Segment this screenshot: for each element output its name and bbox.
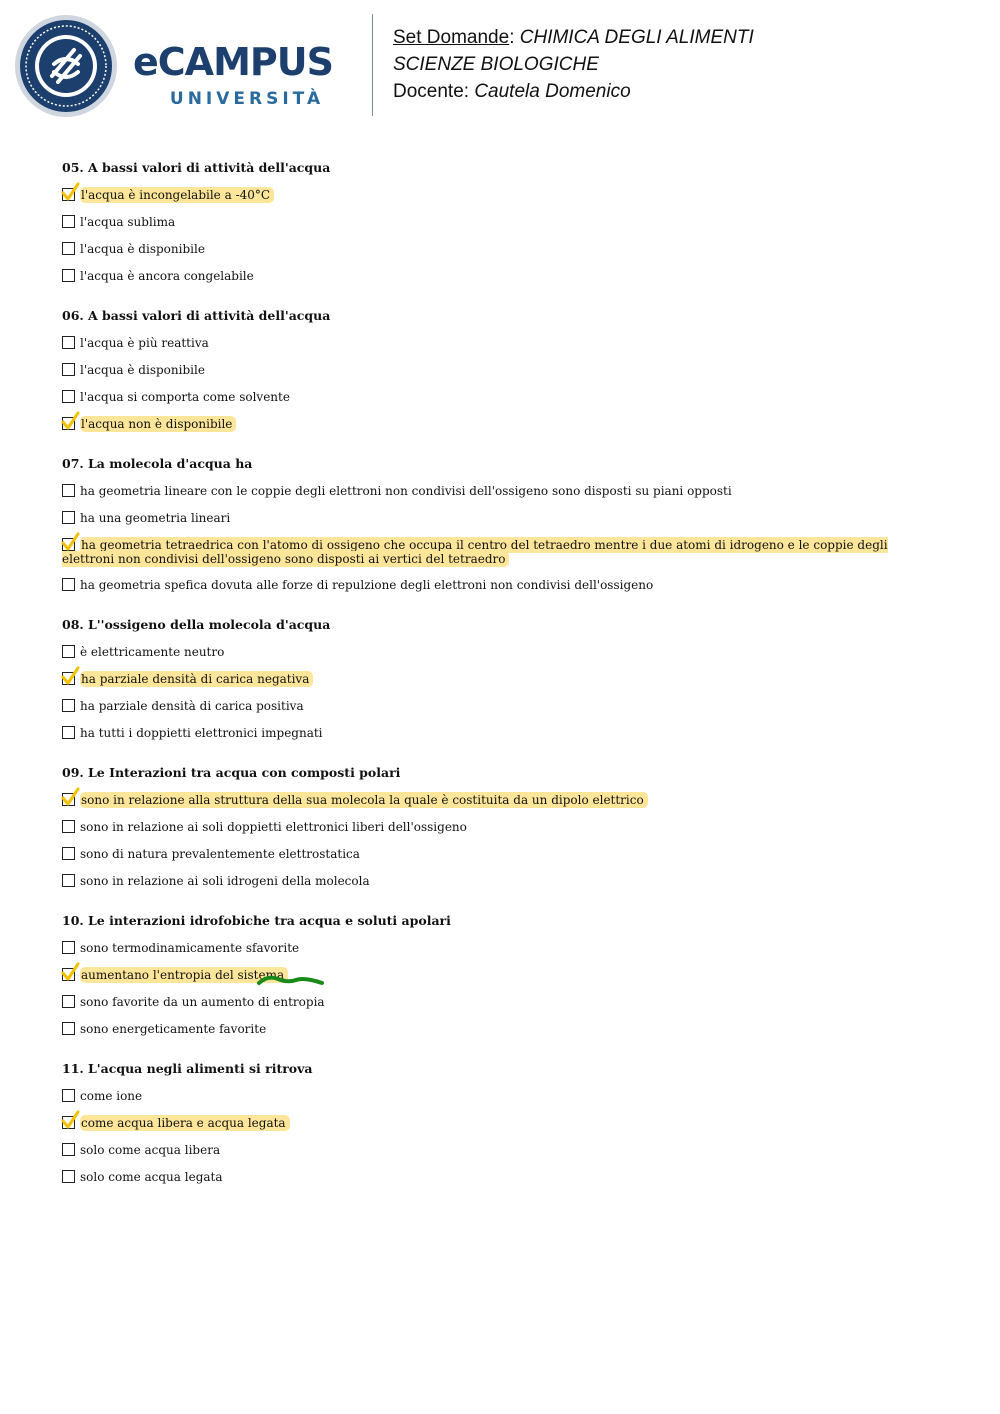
answer-option[interactable] bbox=[62, 390, 942, 405]
question-10 bbox=[62, 913, 942, 1037]
check-mark-icon bbox=[60, 962, 80, 982]
answer-text: come ione bbox=[80, 1089, 143, 1103]
page-header bbox=[0, 0, 1000, 130]
answer-text: l'acqua è disponibile bbox=[80, 242, 205, 256]
check-mark-icon bbox=[60, 666, 80, 686]
question-number: 10. bbox=[62, 913, 84, 928]
answer-text: l'acqua sublima bbox=[80, 215, 176, 229]
question-text: Le Interazioni tra acqua con composti polari bbox=[88, 765, 401, 780]
checkbox[interactable] bbox=[62, 363, 75, 376]
check-mark-icon bbox=[60, 787, 80, 807]
question-text: Le interazioni idrofobiche tra acqua e soluti apolari bbox=[88, 913, 451, 928]
question-05 bbox=[62, 160, 942, 284]
question-title bbox=[62, 308, 942, 323]
course-name: CHIMICA DEGLI ALIMENTI bbox=[519, 27, 754, 48]
question-08 bbox=[62, 617, 942, 741]
checkbox[interactable] bbox=[62, 699, 75, 712]
answer-text: ha geometria spefica dovuta alle forze di repulzione degli elettroni non condivisi dell'ossigeno bbox=[80, 578, 654, 592]
highlighted-answer-text: ha parziale densità di carica negativa bbox=[80, 671, 313, 687]
header-divider bbox=[372, 14, 373, 116]
answer-option[interactable] bbox=[62, 1170, 942, 1185]
brand-subtitle: UNIVERSITÀ bbox=[169, 89, 325, 109]
set-label: Set Domande bbox=[393, 27, 510, 48]
highlighted-answer-text: sono in relazione alla struttura della sua molecola la quale è costituita da un dipolo elettrico bbox=[80, 792, 648, 808]
answer-option[interactable] bbox=[62, 1143, 942, 1158]
question-number: 05. bbox=[62, 160, 84, 175]
checkbox[interactable] bbox=[62, 645, 75, 658]
question-title bbox=[62, 1061, 942, 1076]
teacher-label: Docente: bbox=[393, 81, 470, 102]
answer-option[interactable] bbox=[62, 417, 942, 432]
answer-text: l'acqua è più reattiva bbox=[80, 336, 209, 350]
highlighted-answer-text: l'acqua non è disponibile bbox=[80, 416, 236, 432]
answer-text: ha geometria lineare con le coppie degli elettroni non condivisi dell'ossigeno sono disposti su piani opposti bbox=[80, 484, 732, 498]
answer-option[interactable] bbox=[62, 847, 942, 862]
answer-option[interactable] bbox=[62, 511, 942, 526]
question-text: L''ossigeno della molecola d'acqua bbox=[88, 617, 331, 632]
question-number: 07. bbox=[62, 456, 84, 471]
highlighted-answer-text: ha geometria tetraedrica con l'atomo di ossigeno che occupa il centro del tetraedro mentre i due atomi di idrogeno e le coppie degli elettroni non condivisi dell'ossigeno sono disposti ai vertici del tetraedro bbox=[62, 538, 888, 566]
checkbox[interactable] bbox=[62, 511, 75, 524]
answer-text: solo come acqua libera bbox=[80, 1143, 221, 1157]
answer-option[interactable] bbox=[62, 874, 942, 889]
question-07 bbox=[62, 456, 942, 593]
question-title bbox=[62, 456, 942, 471]
answer-text: sono favorite da un aumento di entropia bbox=[80, 995, 325, 1009]
checkbox[interactable] bbox=[62, 726, 75, 739]
question-number: 08. bbox=[62, 617, 84, 632]
checkbox[interactable] bbox=[62, 1143, 75, 1156]
checkbox[interactable] bbox=[62, 1022, 75, 1035]
degree-name: SCIENZE BIOLOGICHE bbox=[393, 54, 599, 75]
university-seal-logo bbox=[14, 14, 118, 118]
checkbox[interactable] bbox=[62, 269, 75, 282]
answer-text: ha parziale densità di carica positiva bbox=[80, 699, 304, 713]
check-mark-icon bbox=[60, 182, 80, 202]
checkbox[interactable] bbox=[62, 1170, 75, 1183]
check-mark-icon bbox=[60, 1110, 80, 1130]
checkbox[interactable] bbox=[62, 336, 75, 349]
question-text: A bassi valori di attività dell'acqua bbox=[88, 308, 331, 323]
answer-option[interactable] bbox=[62, 699, 942, 714]
answer-option[interactable] bbox=[62, 363, 942, 378]
answer-option[interactable] bbox=[62, 538, 942, 566]
question-06 bbox=[62, 308, 942, 432]
answer-text: l'acqua è disponibile bbox=[80, 363, 205, 377]
check-mark-icon bbox=[60, 532, 80, 552]
answer-option[interactable] bbox=[62, 242, 942, 257]
highlighted-answer-text: aumentano l'entropia del sistema bbox=[80, 967, 288, 983]
answer-text: solo come acqua legata bbox=[80, 1170, 223, 1184]
green-pen-squiggle-annotation bbox=[256, 971, 326, 991]
teacher-line bbox=[393, 78, 754, 105]
answer-text: sono termodinamicamente sfavorite bbox=[80, 941, 300, 955]
answer-text: sono energeticamente favorite bbox=[80, 1022, 267, 1036]
answer-option[interactable] bbox=[62, 968, 942, 983]
brand-name: eCAMPUS bbox=[133, 40, 333, 84]
answer-text: sono in relazione ai soli idrogeni della molecola bbox=[80, 874, 370, 888]
answer-option[interactable] bbox=[62, 336, 942, 351]
checkbox[interactable] bbox=[62, 484, 75, 497]
answer-option[interactable] bbox=[62, 995, 942, 1010]
question-title bbox=[62, 160, 942, 175]
ecampus-wordmark bbox=[133, 40, 358, 112]
checkbox[interactable] bbox=[62, 995, 75, 1008]
answer-option[interactable] bbox=[62, 1089, 942, 1104]
checkbox[interactable] bbox=[62, 215, 75, 228]
answer-text: è elettricamente neutro bbox=[80, 645, 225, 659]
answer-text: ha tutti i doppietti elettronici impegnati bbox=[80, 726, 323, 740]
checkbox[interactable] bbox=[62, 578, 75, 591]
highlighted-answer-text: come acqua libera e acqua legata bbox=[80, 1115, 290, 1131]
answer-option[interactable] bbox=[62, 1116, 942, 1131]
course-info bbox=[393, 24, 754, 105]
checkbox[interactable] bbox=[62, 820, 75, 833]
question-text: L'acqua negli alimenti si ritrova bbox=[88, 1061, 313, 1076]
answer-text: sono di natura prevalentemente elettrostatica bbox=[80, 847, 360, 861]
question-number: 06. bbox=[62, 308, 84, 323]
question-09 bbox=[62, 765, 942, 889]
question-title bbox=[62, 765, 942, 780]
question-list bbox=[62, 160, 942, 1209]
answer-option[interactable] bbox=[62, 941, 942, 956]
answer-option[interactable] bbox=[62, 645, 942, 660]
answer-option[interactable] bbox=[62, 188, 942, 203]
question-text: La molecola d'acqua ha bbox=[88, 456, 253, 471]
checkbox[interactable] bbox=[62, 941, 75, 954]
question-title bbox=[62, 617, 942, 632]
answer-option[interactable] bbox=[62, 1022, 942, 1037]
checkbox[interactable] bbox=[62, 1089, 75, 1102]
answer-option[interactable] bbox=[62, 726, 942, 741]
question-text: A bassi valori di attività dell'acqua bbox=[88, 160, 331, 175]
answer-text: sono in relazione ai soli doppietti elettronici liberi dell'ossigeno bbox=[80, 820, 467, 834]
highlighted-answer-text: l'acqua è incongelabile a -40°C bbox=[80, 187, 274, 203]
checkbox[interactable] bbox=[62, 874, 75, 887]
question-number: 11. bbox=[62, 1061, 84, 1076]
teacher-name: Cautela Domenico bbox=[474, 81, 631, 102]
question-11 bbox=[62, 1061, 942, 1185]
answer-option[interactable] bbox=[62, 269, 942, 284]
answer-option[interactable] bbox=[62, 215, 942, 230]
answer-option[interactable] bbox=[62, 484, 942, 499]
check-mark-icon bbox=[60, 411, 80, 431]
answer-option[interactable] bbox=[62, 672, 942, 687]
checkbox[interactable] bbox=[62, 847, 75, 860]
course-line bbox=[393, 24, 754, 51]
answer-option[interactable] bbox=[62, 578, 942, 593]
question-number: 09. bbox=[62, 765, 84, 780]
checkbox[interactable] bbox=[62, 242, 75, 255]
set-colon: : bbox=[509, 27, 515, 48]
answer-text: l'acqua si comporta come solvente bbox=[80, 390, 290, 404]
answer-option[interactable] bbox=[62, 793, 942, 808]
question-title bbox=[62, 913, 942, 928]
answer-option[interactable] bbox=[62, 820, 942, 835]
answer-text: ha una geometria lineari bbox=[80, 511, 231, 525]
checkbox[interactable] bbox=[62, 390, 75, 403]
degree-line bbox=[393, 51, 754, 78]
answer-text: l'acqua è ancora congelabile bbox=[80, 269, 254, 283]
